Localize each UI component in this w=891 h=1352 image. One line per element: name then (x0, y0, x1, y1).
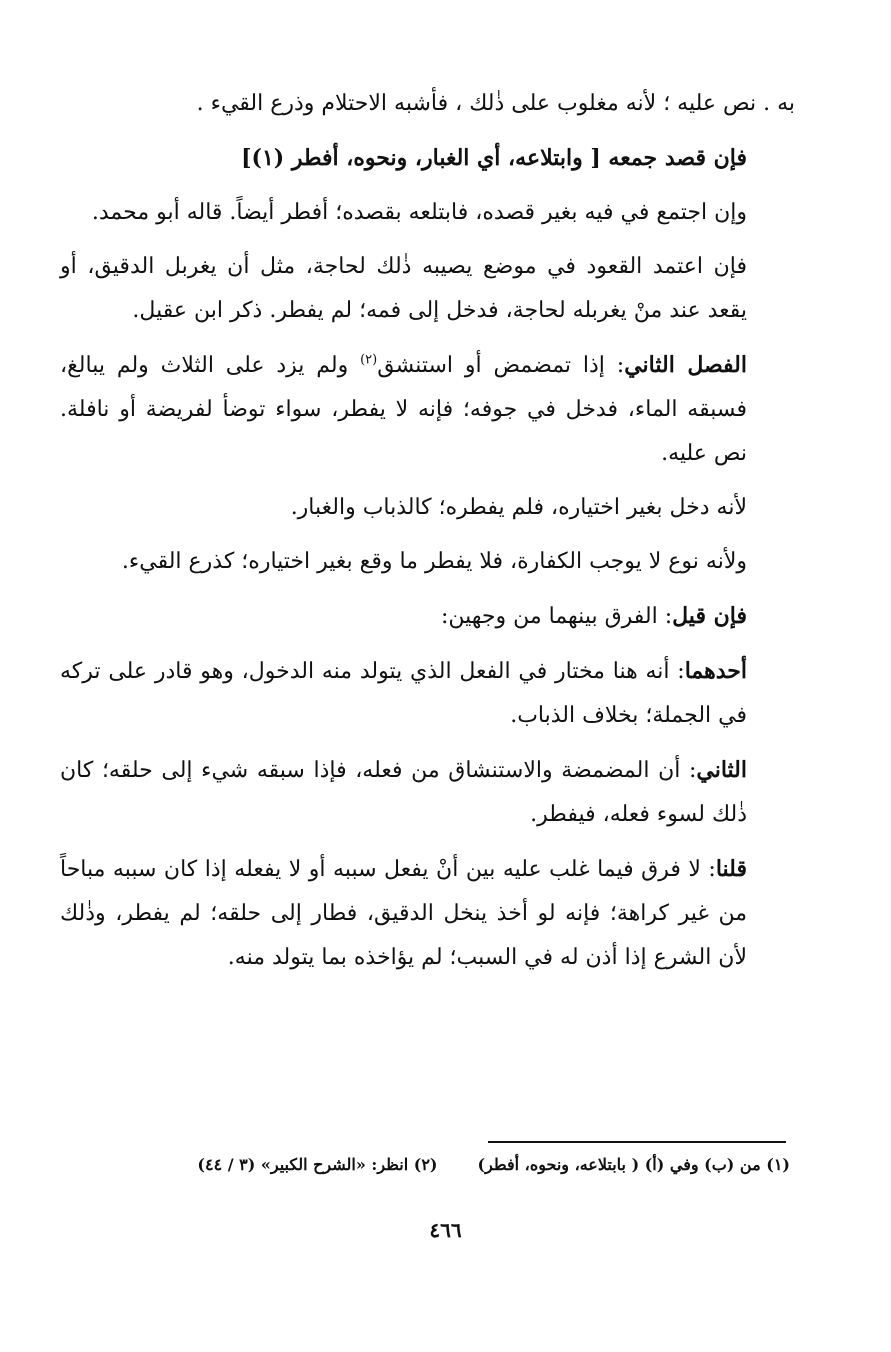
paragraph (60, 343, 795, 476)
bold-heading-text: فإن قصد جمعه [ وابتلاعه، أي الغبار، ونحوه، أفطر (١)] (241, 145, 747, 171)
paragraph-text: ولم يزد على الثلاث ولم يبالغ، فسبقه الماء، فدخل في جوفه؛ فإنه لا يفطر، سواء توضأ لفريضة أو نافلة. نص عليه. (60, 353, 747, 466)
paragraph (60, 136, 795, 181)
bold-heading-text: أحدهما (684, 658, 747, 684)
footnote-1: (١) من (ب) وفي (أ) ( بابتلاعه، ونحوه، أفطر) (477, 1155, 790, 1174)
paragraph-text: : لا فرق فيما غلب عليه بين أنْ يفعل سببه أو لا يفعله إذا كان سببه مباحاً من غير كراهة؛ فإنه لو أخذ ينخل الدقيق، فطار إلى حلقه؛ لم يفطر، وذٰلك لأن الشرع إذا أذن له في السبب؛ لم يؤاخذه بما يتولد منه. (60, 857, 747, 970)
paragraph (60, 847, 795, 980)
paragraph (60, 649, 795, 738)
bold-heading-text: الثاني (696, 757, 747, 783)
paragraph (60, 486, 795, 530)
paragraph-text: : أنه هنا مختار في الفعل الذي يتولد منه الدخول، وهو قادر على تركه في الجملة؛ بخلاف الذباب. (60, 659, 747, 728)
bold-heading-text: الفصل الثاني (624, 352, 747, 378)
paragraph (60, 748, 795, 837)
paragraph-text: : الفرق بينهما من وجهين: (440, 604, 673, 629)
paragraph-text: : أن المضمضة والاستنشاق من فعله، فإذا سبقه شيء إلى حلقه؛ كان ذٰلك لسوء فعله، فيفطر. (60, 758, 747, 827)
paragraph-text: : إذا تمضمض أو استنشق (377, 353, 625, 378)
bold-heading-text: قلنا (715, 856, 747, 882)
main-text (60, 82, 795, 990)
paragraph-text: ولأنه نوع لا يوجب الكفارة، فلا يفطر ما وقع بغير اختياره؛ كذرع القيء. (121, 549, 747, 574)
paragraph-text: به . نص عليه ؛ لأنه مغلوب على ذٰلك ، فأشبه الاحتلام وذرع القيء . (196, 91, 795, 116)
paragraph-text: وإن اجتمع في فيه بغير قصده، فابتلعه بقصده؛ أفطر أيضاً. قاله أبو محمد. (91, 200, 747, 225)
bold-heading-text: فإن قيل (672, 603, 747, 629)
paragraph (60, 540, 795, 584)
paragraph (60, 82, 795, 126)
paragraph (60, 191, 795, 235)
paragraph-text: لأنه دخل بغير اختياره، فلم يفطره؛ كالذباب والغبار. (290, 495, 747, 520)
footnote-reference: (٢) (360, 352, 378, 368)
paragraph (60, 245, 795, 333)
footnote-2: (٢) انظر: «الشرح الكبير» (٣ / ٤٤) (197, 1155, 438, 1174)
page-number: ٤٦٦ (429, 1218, 462, 1242)
footnotes (70, 1150, 790, 1180)
footnote-separator (488, 1141, 786, 1143)
paragraph-text: فإن اعتمد القعود في موضع يصيبه ذٰلك لحاجة، مثل أن يغربل الدقيق، أو يقعد عند منْ يغربله لحاجة، فدخل إلى فمه؛ لم يفطر. ذكر ابن عقيل. (60, 254, 747, 323)
paragraph (60, 594, 795, 639)
